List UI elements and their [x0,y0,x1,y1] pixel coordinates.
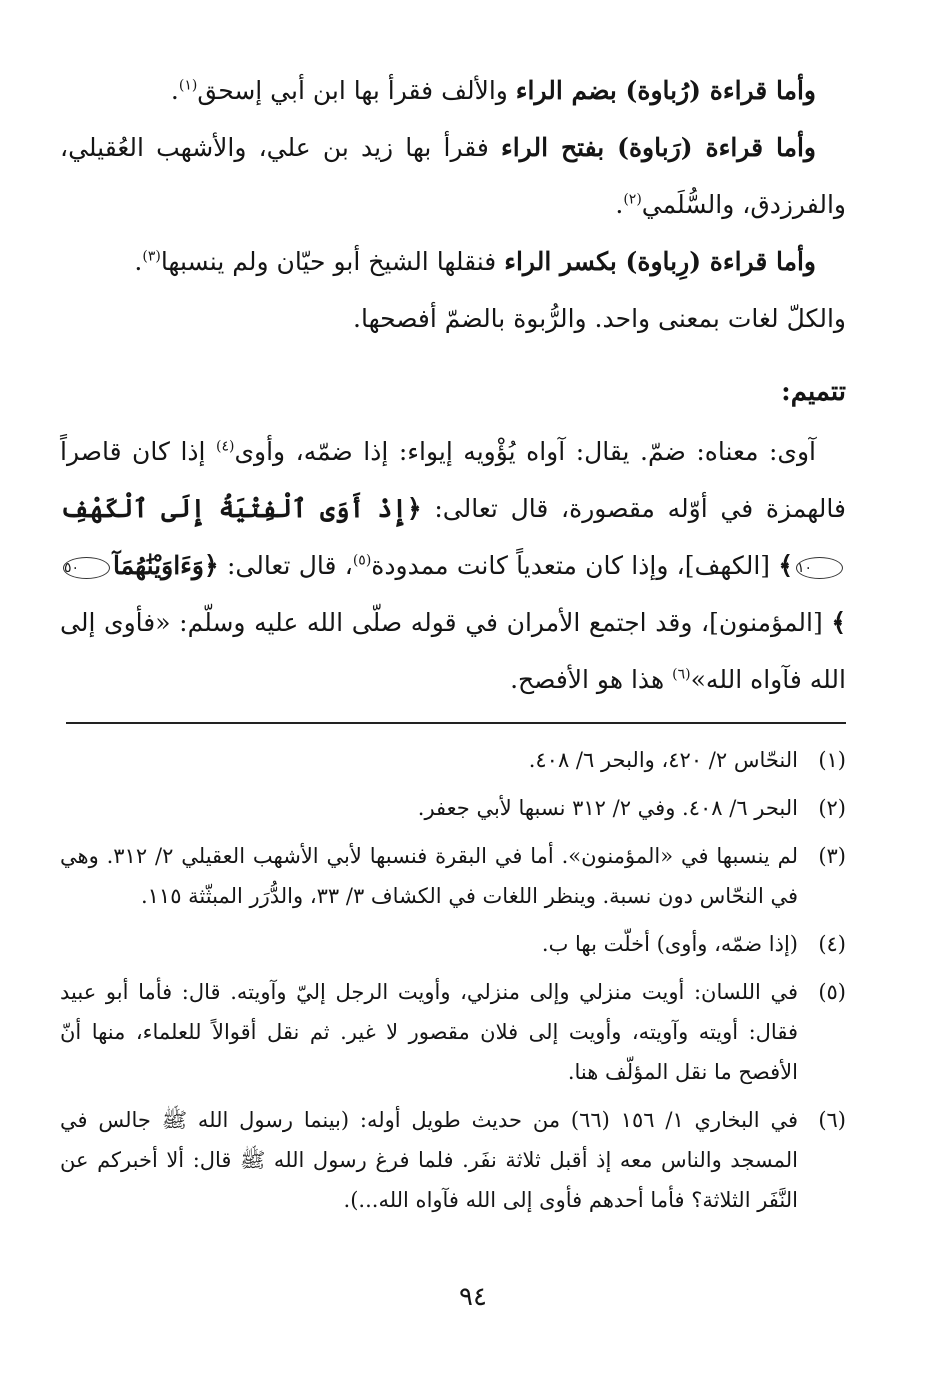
page-number: ٩٤ [459,1282,487,1312]
paragraph-text: فنقلها الشيخ أبو حيّان ولم ينسبها [160,247,505,276]
footnote-ref-6[interactable]: (٦) [672,666,691,683]
paragraph-rabawa-fath [60,119,846,233]
tatmim-text-5: [المؤمنون]، وقد اجتمع الأمران في قوله صلّى الله عليه وسلّم: «فأوى إلى الله فآواه الله» [60,608,846,694]
paragraph-ribawa-kasr [60,233,846,290]
tatmim-text-1: آوى: معناه: ضمّ. يقال: آواه يُؤْويه إيواء: إذا ضمّه، وأوى [234,437,816,466]
quran-bracket-open: ﴿ [406,494,422,523]
footnotes [60,740,846,1220]
summary-line: والكلّ لغات بمعنى واحد. والرُّبوة بالضمّ أفصحها. [353,304,846,333]
tatmim-text-2: إذا كان قاصراً فالهمزة في أوّله مقصورة، قال تعالى: [60,437,846,523]
footnote-item [60,740,846,780]
footnote-number: (٥) [818,980,846,1004]
footnote-number: (٢) [818,796,846,820]
footnote-text: لم ينسبها في «المؤمنون». أما في البقرة فنسبها لأبي الأشهب العقيلي ٢/ ٣١٢. وهي في النحّاس دون نسبة. وينظر اللغات في الكشاف ٣/ ٣٣، والدُّرَر المبثّثة ١١٥. [60,844,798,908]
footnote-ref-3[interactable]: (٣) [142,248,161,265]
paragraph-end: . [170,76,179,105]
footnote-number: (٦) [818,1108,846,1132]
quran-bracket-close: ﴾ [831,608,846,637]
footnote-text: في البخاري ١/ ١٥٦ (٦٦) من حديث طويل أوله: (بينما رسول الله ﷺ جالس في المسجد والناس معه إذ أقبل ثلاثة نفَر. فلما فرغ رسول الله ﷺ قال: ألا أخبركم عن النَّفَر الثلاثة؟ فأما أحدهم فأوى إلى الله فآواه الله...). [60,1108,798,1212]
tatmim-text-4: ، قال تعالى: [218,551,353,580]
footnote-number: (٤) [818,932,846,956]
quran-bracket-close: ﴾ [778,551,793,580]
quran-bracket-open: ﴿ [204,551,219,580]
quran-verse-muminun: وَءَاوَيْنَٰهُمَآ [113,551,204,580]
footnote-ref-1[interactable]: (١) [178,77,198,94]
footnote-text: في اللسان: أويت منزلي وإلى منزلي، وأويت الرجل إليّ وآويته. قال: فأما أبو عبيد فقال: أويته وآويته، وأويت إلى فلان مقصور لا غير. ثم نقل أقوالاً للعلماء، منها أنّ الأفصح ما نقل المؤلّف هنا. [60,980,798,1084]
footnote-ref-4[interactable]: (٤) [215,438,235,455]
paragraph-lead: وأما قراءة (رُباوة) بضم الراء [515,76,816,105]
footnote-item [60,972,846,1092]
footnote-text: البحر ٦/ ٤٠٨. وفي ٢/ ٣١٢ نسبها لأبي جعفر. [417,796,798,820]
footnote-divider [66,722,846,724]
footnote-number: (١) [818,748,846,772]
footnote-item [60,1100,846,1220]
footnote-item [60,924,846,964]
footnote-text: النحّاس ٢/ ٤٢٠، والبحر ٦/ ٤٠٨. [528,748,798,772]
footnote-item [60,788,846,828]
footnote-ref-2[interactable]: (٢) [623,191,642,208]
tatmim-text-3: [الكهف]، وإذا كان متعدياً كانت ممدودة [371,551,779,580]
tatmim-text-6: هذا هو الأفصح. [510,665,673,694]
page-content [60,62,846,1228]
main-text [60,62,846,708]
tatmim-paragraph [60,423,846,708]
paragraph-lead: وأما قراءة (رَباوة) بفتح الراء [500,133,816,162]
footnote-item [60,836,846,916]
paragraph-text: والألف فقرأ بها ابن أبي إسحق [197,76,516,105]
ayah-number-marker: ٥٠ [63,557,110,579]
ayah-number-marker: ١٠ [796,557,843,579]
paragraph-rubawa-damm [60,62,846,119]
quran-verse-kahf: إِذْ أَوَى ٱلْفِتْيَةُ إِلَى ٱلْكَهْفِ [60,494,407,523]
footnote-ref-5[interactable]: (٥) [352,552,372,569]
paragraph-end: . [615,190,624,219]
paragraph-end: . [134,247,143,276]
footnote-number: (٣) [818,844,846,868]
section-heading: تتميم: [781,377,846,407]
paragraph-text: فقرأ بها زيد بن علي، والأشهب العُقيلي، والفرزدق، والسُّلَمي [60,133,846,219]
footnote-text: (إذا ضمّه، وأوى) أخلّت بها ب. [541,932,798,956]
paragraph-lead: وأما قراءة (رِباوة) بكسر الراء [504,247,816,276]
